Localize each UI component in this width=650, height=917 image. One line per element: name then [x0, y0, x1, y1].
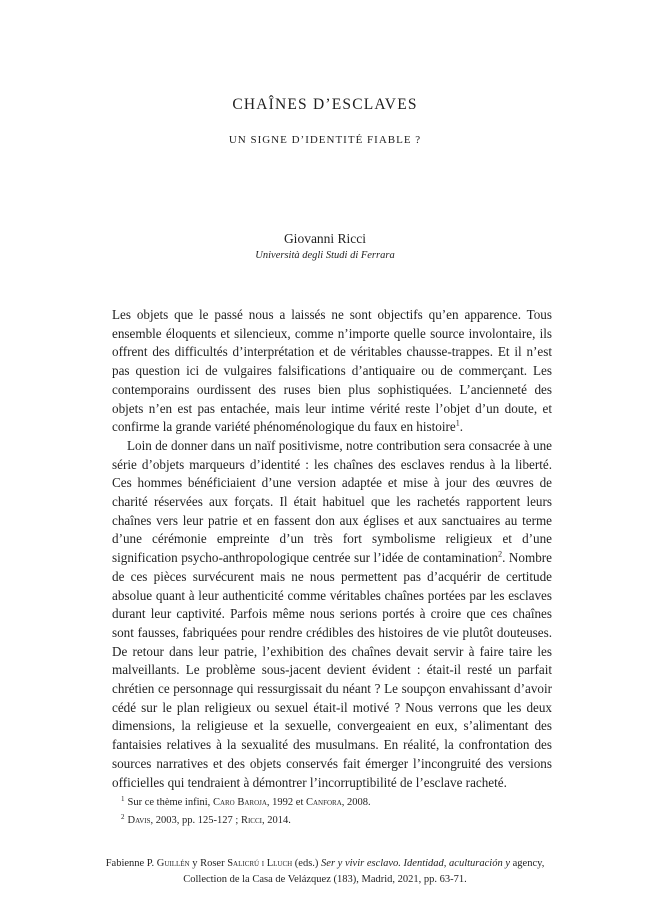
footer-book-title: Ser y vivir esclavo. Identidad, aculturación y — [321, 858, 510, 869]
footnote-2 — [121, 814, 551, 828]
paragraph-1 — [112, 306, 552, 437]
footer-line-2: Collection de la Casa de Velázquez (183), Madrid, 2021, pp. 63-71. — [183, 873, 467, 885]
chapter-subtitle: UN SIGNE D’IDENTITÉ FIABLE ? — [228, 134, 422, 146]
footer-line-1 — [0, 856, 650, 872]
footnote-2-author-a: Davis — [127, 815, 151, 826]
footnote-2-text-a: , 2003, pp. 125-127 ; — [150, 815, 241, 826]
footnote-1-text-a: Sur ce thème infini, — [127, 797, 213, 808]
footer-editors-d: , — [541, 858, 545, 869]
paragraph-1-text: Les objets que le passé nous a laissés ne sont objectifs qu’en apparence. Tous ensemble éloquents et silencieux, comme n’importe quelle source involontaire, ils offrent des difficultés d’interprétation et de véritables chausse-trappes. Et il n’est pas question ici de vulgaires falsifications d’antiquaire ou de commerçant. Les contemporains ourdissent des ruses bien plus sophistiquées. L’ancienneté des objets n’en est pas entachée, mais leur intime vérité reste l’objet d’un doute, et confirme la grande variété phénoménologique du faux en histoire — [112, 307, 552, 435]
footnote-1-author-b: Canfora — [306, 797, 342, 808]
footer-editor-2: Salicrú i Lluch — [227, 858, 293, 869]
footer-editors-b: y Roser — [189, 858, 228, 869]
paragraph-1-end: . — [459, 419, 464, 435]
paragraph-2 — [112, 437, 552, 792]
chapter-title: CHAÎNES D’ESCLAVES — [232, 96, 418, 113]
footer-editors-a: Fabienne P. — [105, 858, 157, 869]
footnote-2-text-b: , 2014. — [261, 815, 291, 826]
author-name: Giovanni Ricci — [283, 231, 367, 246]
footnote-1-text-c: , 2008. — [341, 797, 371, 808]
footnote-1-author-a: Caro Baroja — [212, 797, 267, 808]
footnote-2-author-b: Ricci — [240, 815, 262, 826]
citation-footer — [0, 856, 650, 887]
footnote-ref-2[interactable]: 2 — [498, 549, 503, 559]
body-text — [112, 306, 552, 792]
footnote-2-number: 2 — [121, 812, 125, 821]
footnote-1 — [121, 796, 551, 810]
footer-book-title-b: agency — [510, 858, 542, 869]
paragraph-2-text-b: . Nombre de ces pièces survécurent mais ne nous permettent pas d’acquérir de certitude absolue quant à leur authenticité comme véritables chaînes portées par les esclaves durant leur captivité. Parfois même nous serions portés à croire que ces chaînes sont fausses, fabriquées pour rendre crédibles des histoires de vie plutôt douteuses. De retour dans leur patrie, l’exhibition des chaînes devait servir à faire taire les malveillants. Le problème sous-jacent devient évident : était-il resté un parfait chrétien ce personnage qui ressurgissait du néant ? Le soupçon envahissant d’avoir cédé sur le plan religieux ou sexuel était-il motivé ? Nous verrons que les deux dimensions, la religieuse et la sexuelle, convergeaient en eux, s’alimentant des fantaisies relatives à la sexualité des musulmans. En réalité, la confrontation des sources narratives et des objets conservés fait émerger l’incongruité des versions officielles qui tendraient à démontrer l’incorruptibilité de l’esclave racheté. — [112, 550, 552, 790]
paragraph-2-text-a: Loin de donner dans un naïf positivisme, notre contribution sera consacrée à une série d’objets marqueurs d’identité : les chaînes des esclaves rendus à la liberté. Ces hommes bénéficiaient d’une version adaptée et mise à jour des œuvres de charité réservées aux forçats. Il était habituel que les rachetés rapportent leurs chaînes vers leur patrie et en fassent don aux églises et aux sanctuaires au terme d’une cérémonie empreinte d’un très fort symbolisme religieux et d’une signification psycho-anthropologique centrée sur l’idée de contamination — [112, 437, 552, 566]
footer-editors-c: (eds.) — [292, 858, 322, 869]
footnote-1-number: 1 — [121, 794, 125, 803]
footnote-1-text-b: , 1992 et — [266, 797, 306, 808]
footnote-ref-1[interactable]: 1 — [455, 418, 460, 428]
footer-editor-1: Guillén — [156, 858, 190, 869]
author-affiliation: Università degli Studi di Ferrara — [255, 250, 395, 261]
